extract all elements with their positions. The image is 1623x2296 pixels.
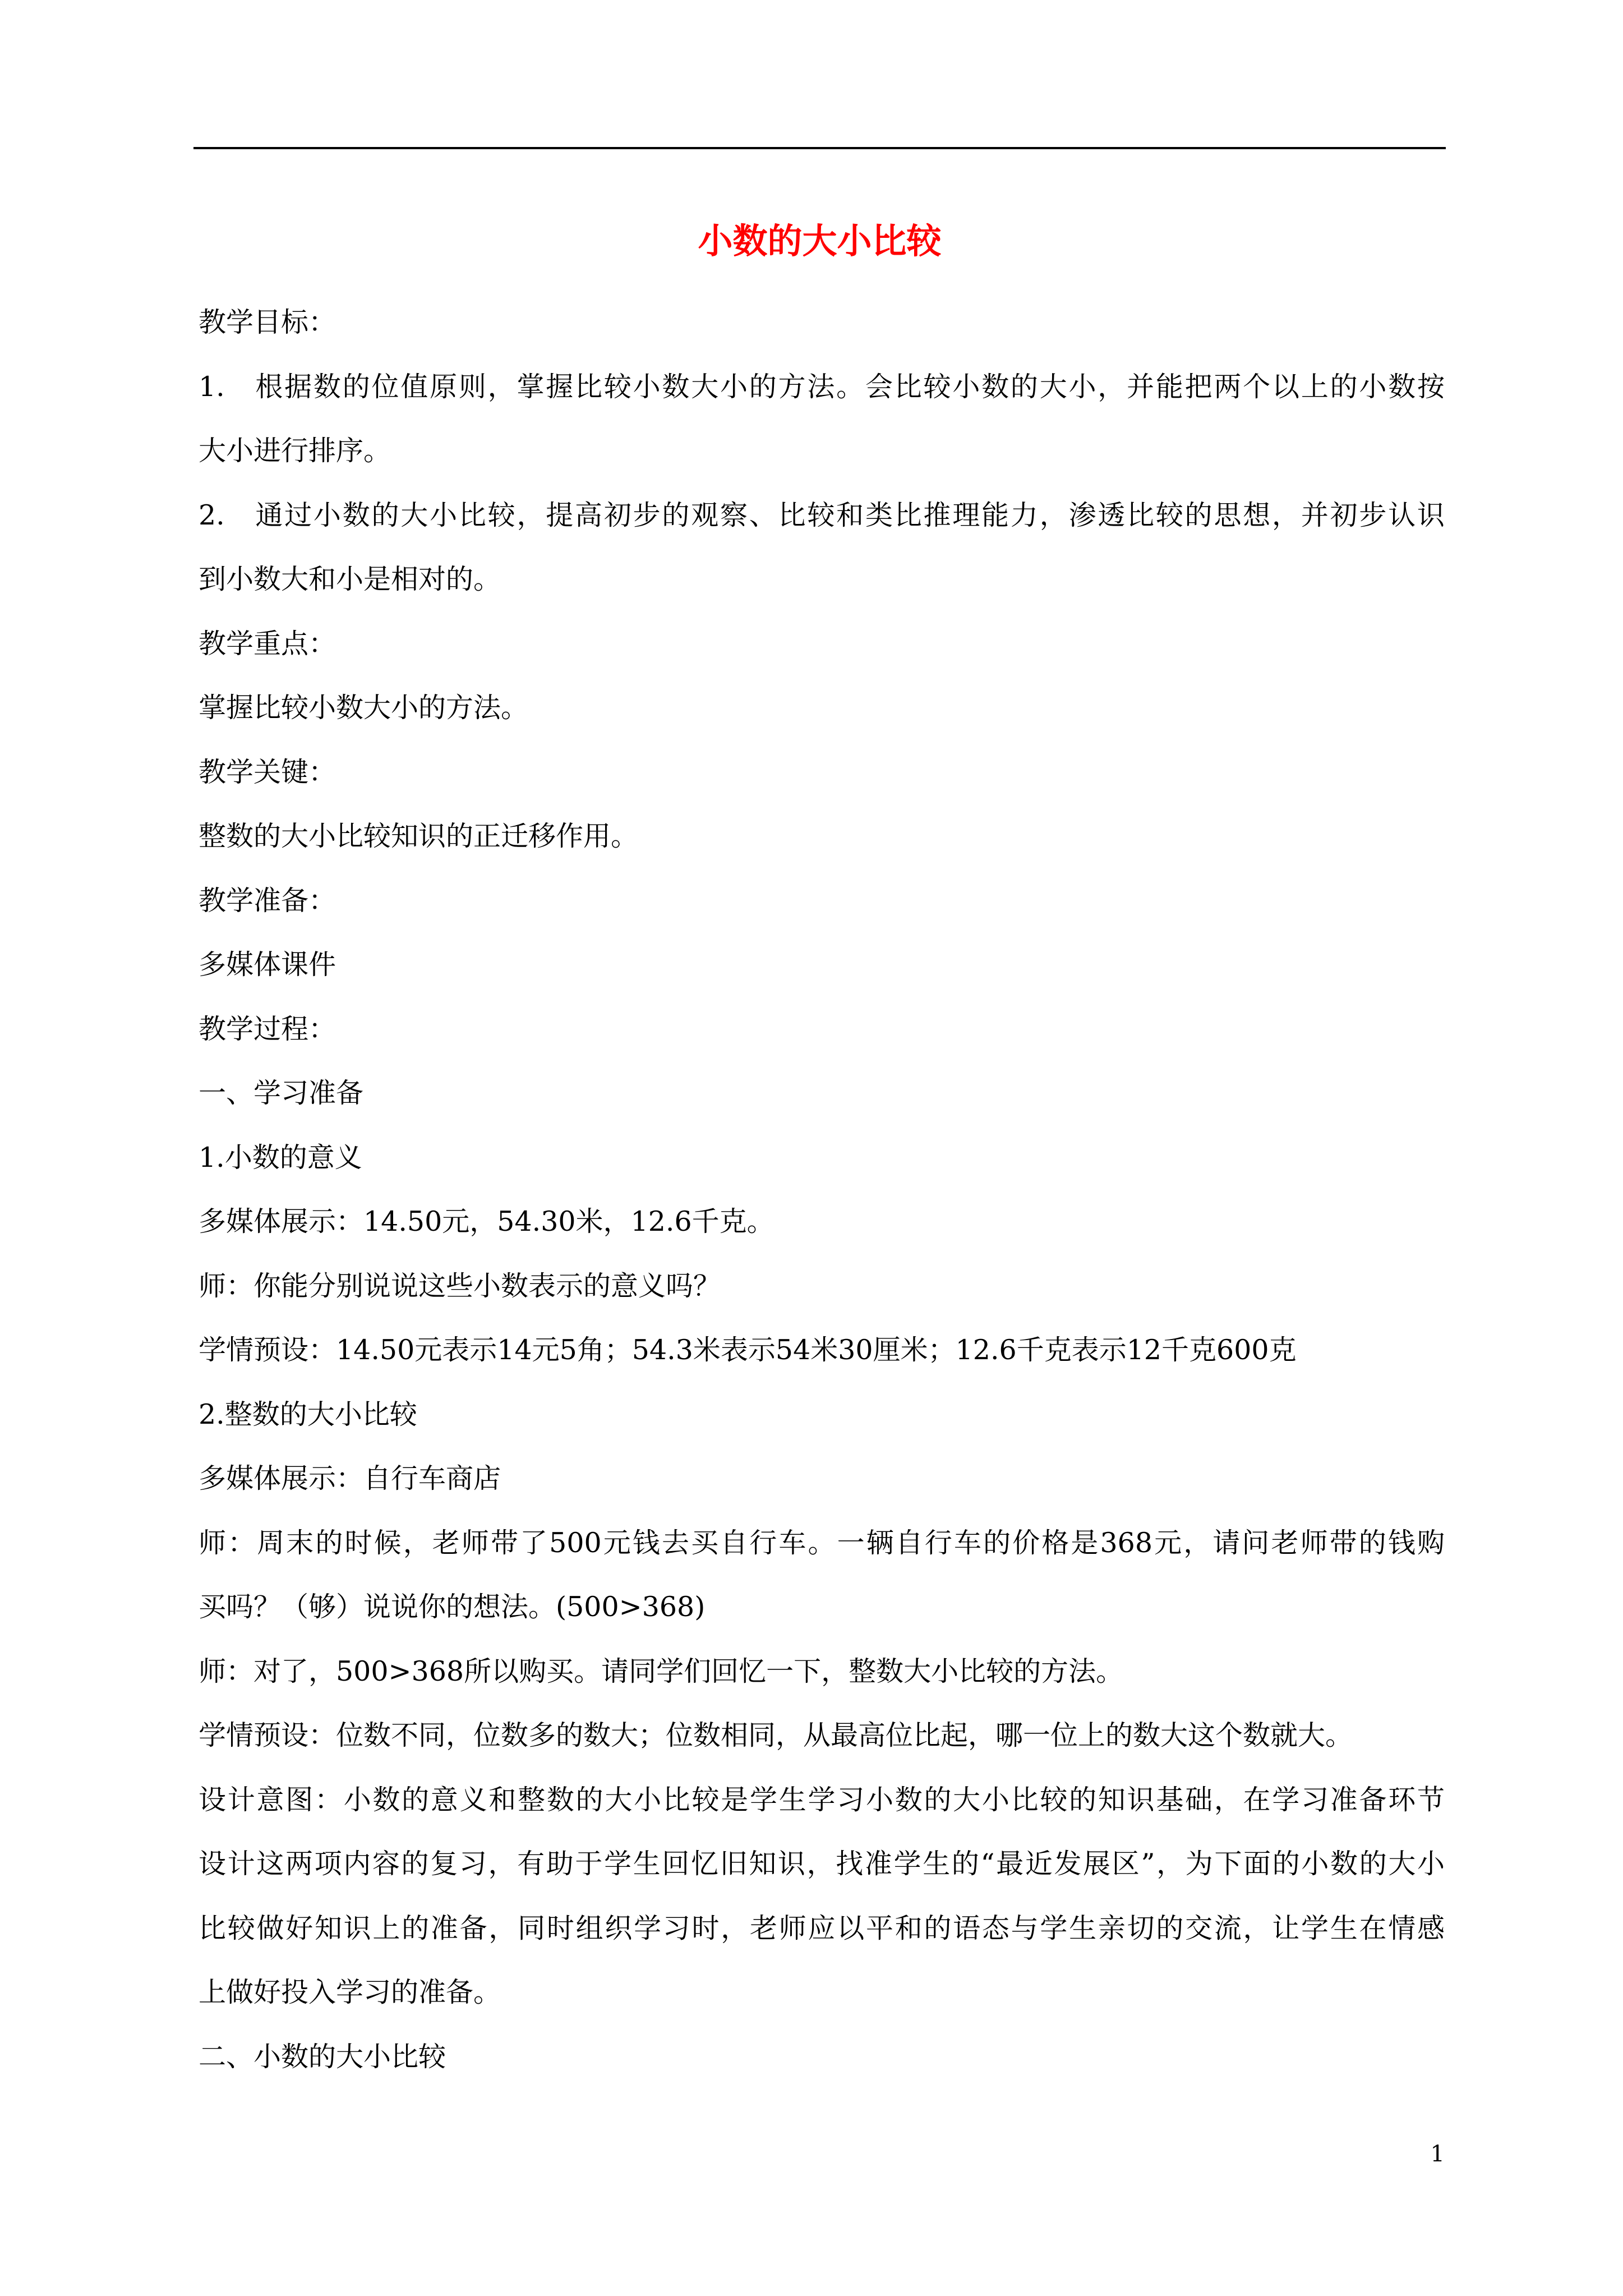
subsection-integer-comparison: 2.整数的大小比较 xyxy=(199,1398,417,1430)
section-heading-key-points: 教学重点： xyxy=(199,627,336,660)
design-intent-line-4: 上做好投入学习的准备。 xyxy=(199,1976,501,2008)
page-number: 1 xyxy=(1430,2141,1445,2167)
design-intent-line-2: 设计这两项内容的复习，有助于学生回忆旧知识，找准学生的“最近发展区”，为下面的小数的大小 xyxy=(199,1848,1445,1880)
expected-answer-1: 学情预设：14.50元表示14元5角；54.3米表示54米30厘米；12.6千克表示12千克600克 xyxy=(199,1334,1297,1366)
document-title: 小数的大小比较 xyxy=(698,220,942,261)
objective-2-line-1: 2. 通过小数的大小比较，提高初步的观察、比较和类比推理能力，渗透比较的思想，并初步认识 xyxy=(199,499,1445,531)
media-display-1: 多媒体展示：14.50元，54.30米，12.6千克。 xyxy=(199,1205,774,1237)
section-heading-key-factor: 教学关键： xyxy=(199,756,336,788)
subsection-decimal-meaning: 1.小数的意义 xyxy=(199,1141,362,1174)
header-rule xyxy=(193,147,1446,149)
teacher-question-2-line-1: 师：周末的时候，老师带了500元钱去买自行车。一辆自行车的价格是368元，请问老师带的钱购 xyxy=(199,1526,1445,1559)
document-body xyxy=(199,291,1445,2089)
key-points-text: 掌握比较小数大小的方法。 xyxy=(199,692,529,724)
teacher-statement-3: 师：对了，500>368所以购买。请同学们回忆一下，整数大小比较的方法。 xyxy=(199,1655,1124,1687)
media-display-2: 多媒体展示：自行车商店 xyxy=(199,1462,501,1494)
expected-answer-2: 学情预设：位数不同，位数多的数大；位数相同，从最高位比起，哪一位上的数大这个数就大。 xyxy=(199,1719,1353,1751)
objective-2-line-2: 到小数大和小是相对的。 xyxy=(199,563,501,595)
objective-1-line-1: 1. 根据数的位值原则，掌握比较小数大小的方法。会比较小数的大小，并能把两个以上的小数按 xyxy=(199,370,1445,403)
section-heading-preparation: 教学准备： xyxy=(199,884,336,917)
teacher-question-1: 师：你能分别说说这些小数表示的意义吗？ xyxy=(199,1269,721,1302)
design-intent-line-3: 比较做好知识上的准备，同时组织学习时，老师应以平和的语态与学生亲切的交流，让学生在情感 xyxy=(199,1912,1445,1944)
part-2-heading: 二、小数的大小比较 xyxy=(199,2040,446,2073)
objective-1-line-2: 大小进行排序。 xyxy=(199,435,391,467)
part-1-heading: 一、学习准备 xyxy=(199,1077,364,1109)
key-factor-text: 整数的大小比较知识的正迁移作用。 xyxy=(199,820,639,852)
teacher-question-2-line-2: 买吗？（够）说说你的想法。(500>368) xyxy=(199,1591,706,1623)
section-heading-objectives: 教学目标： xyxy=(199,306,336,338)
preparation-text: 多媒体课件 xyxy=(199,949,336,981)
section-heading-process: 教学过程： xyxy=(199,1013,336,1045)
design-intent-line-1: 设计意图：小数的意义和整数的大小比较是学生学习小数的大小比较的知识基础，在学习准备环节 xyxy=(199,1783,1445,1816)
